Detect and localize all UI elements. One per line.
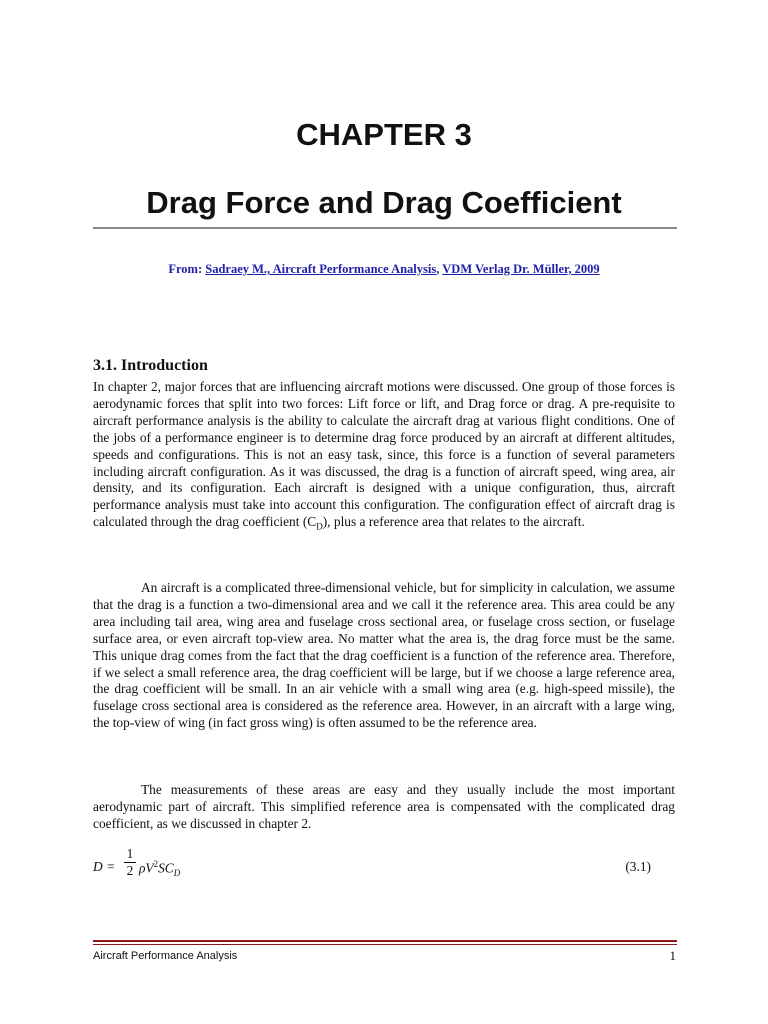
fraction-numerator: 1 xyxy=(126,846,134,861)
source-author-link[interactable]: Sadraey M., Aircraft Performance Analysis xyxy=(205,262,437,276)
equation-lhs: D xyxy=(93,859,103,874)
equation-rho-v: ρV xyxy=(139,860,154,876)
chapter-label: CHAPTER 3 xyxy=(296,117,472,152)
source-separator: , xyxy=(436,262,440,276)
footer-rule xyxy=(93,940,677,942)
equation-number: (3.1) xyxy=(625,859,651,874)
title-underline xyxy=(93,227,677,229)
footer-book-title: Aircraft Performance Analysis xyxy=(93,950,238,962)
paragraph-intro-tail: ), plus a reference area that relates to the aircraft. xyxy=(322,514,585,530)
equation-subscript: D xyxy=(173,868,181,879)
equation-rhs xyxy=(139,859,180,878)
page-number: 1 xyxy=(669,948,676,963)
source-publisher-link[interactable]: VDM Verlag Dr. Müller, 2009 xyxy=(442,262,600,276)
paragraph-intro xyxy=(93,379,675,536)
paragraph-reference-area: An aircraft is a complicated three-dimensional vehicle, but for simplicity in calculation, we assume that the drag is a function a two-dimensional area and we call it the reference area. This area could be any area including tail area, wing area and fuselage cross sectional area, or fuselage cross section, or fuselage surface area, or even aircraft top-view area. No matter what the area is, the drag force must be the same. This unique drag comes from the fact that the drag coefficient is a function of the reference area. Therefore, if we select a small reference area, the drag coefficient will be large, but if we choose a large reference area, the drag coefficient will be small. In an air vehicle with a small wing area (e.g. high-speed missile), the fuselage cross sectional area is considered as the reference area. However, in an aircraft with a large wing, the top-view of wing (in fact gross wing) is often assumed to be the reference area. xyxy=(93,580,675,731)
source-citation xyxy=(0,262,768,277)
fraction-denominator: 2 xyxy=(126,863,134,878)
section-heading: 3.1. Introduction xyxy=(93,357,208,374)
chapter-title: Drag Force and Drag Coefficient xyxy=(146,185,622,220)
paragraph-intro-main: In chapter 2, major forces that are influencing aircraft motions were discussed. One group of those forces is aerodynamic forces that split into two forces: Lift force or lift, and Drag force or drag. A pre-requisite to aircraft performance analysis is the ability to calculate the aircraft drag at various flight conditions. One of the jobs of a performance engineer is to determine drag force produced by an aircraft at different altitudes, speeds and configurations. This is not an easy task, since, this force is a function of several parameters including aircraft configuration. As it was discussed, the drag is a function of aircraft speed, wing area, air density, and its configuration. Each aircraft is designed with a unique configuration, thus, aircraft performance analysis must take into account this configuration. The configuration effect of aircraft drag is calculated through the drag coefficient (C xyxy=(93,379,675,530)
source-prefix: From: xyxy=(168,262,203,276)
equation-exponent: 2 xyxy=(153,859,159,869)
footer-rule-thin xyxy=(93,944,677,945)
drag-equation xyxy=(93,847,675,887)
drag-coefficient-subscript: D xyxy=(316,521,323,532)
equation-s-c: SC xyxy=(158,860,174,876)
equation-fraction xyxy=(124,847,136,878)
paragraph-measurements: The measurements of these areas are easy and they usually include the most important aerodynamic part of aircraft. This simplified reference area is compensated with the complicated drag coefficient, as we discussed in chapter 2. xyxy=(93,782,675,831)
equation-equals: = xyxy=(107,859,115,874)
